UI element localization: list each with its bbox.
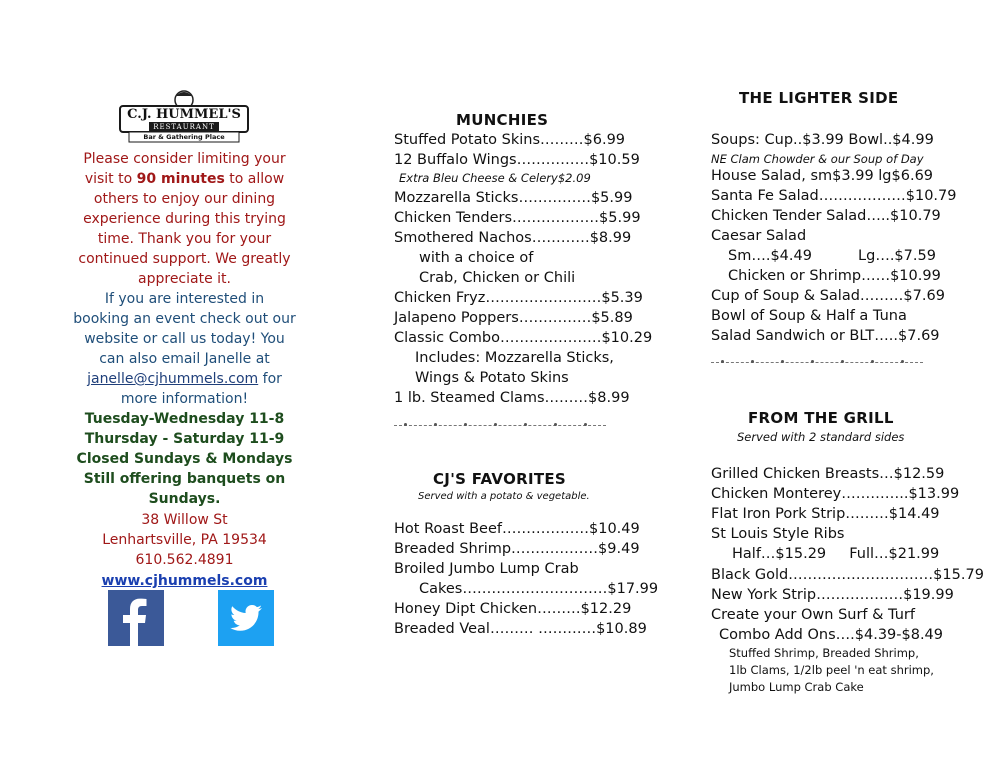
menu-item: Flat Iron Pork Strip………$14.49 — [711, 506, 940, 522]
menu-item: Black Gold…………………………$15.79 — [711, 567, 984, 583]
notice-line: continued support. We greatly — [78, 251, 291, 267]
notice-line: appreciate it. — [138, 271, 231, 287]
menu-item: Salad Sandwich or BLT…..$7.69 — [711, 328, 940, 344]
address-city: Lenhartsville, PA 19534 — [102, 532, 267, 548]
twitter-icon[interactable] — [218, 590, 274, 646]
menu-item: House Salad, sm$3.99 lg$6.69 — [711, 168, 934, 184]
logo-subtitle: Bar & Gathering Place — [143, 133, 225, 141]
menu-item: Smothered Nachos…………$8.99 — [394, 230, 632, 246]
menu-item: Breaded Shrimp………………$9.49 — [394, 541, 640, 557]
menu-item: Jalapeno Poppers……………$5.89 — [394, 310, 633, 326]
hours-line: Tuesday-Wednesday 11-8 — [84, 411, 285, 427]
menu-item: Bowl of Soup & Half a Tuna — [711, 308, 907, 324]
section-divider — [394, 425, 606, 426]
menu-item: Grilled Chicken Breasts…$12.59 — [711, 466, 945, 482]
hours-line: Still offering banquets on — [83, 471, 286, 487]
menu-item: Classic Combo…………………$10.29 — [394, 330, 653, 346]
menu-item-note: Stuffed Shrimp, Breaded Shrimp, — [729, 646, 919, 660]
hours-line: Thursday - Saturday 11-9 — [84, 431, 285, 447]
notice-line: visit to 90 minutes to allow — [84, 171, 285, 187]
notice-line: experience during this trying — [83, 211, 286, 227]
menu-item-note: Extra Bleu Cheese & Celery$2.09 — [399, 171, 591, 185]
menu-item: Santa Fe Salad………………$10.79 — [711, 188, 957, 204]
events-line: booking an event check out our — [73, 311, 296, 327]
menu-item: Create your Own Surf & Turf — [711, 607, 915, 623]
menu-item: Broiled Jumbo Lump Crab — [394, 561, 579, 577]
menu-item: Cakes…………………………$17.99 — [419, 581, 659, 597]
logo-band: RESTAURANT — [153, 123, 215, 131]
events-line: can also email Janelle at — [99, 351, 270, 367]
menu-item: 1 lb. Steamed Clams………$8.99 — [394, 390, 630, 406]
website-line — [72, 571, 297, 591]
menu-item: Chicken Fryz……………………$5.39 — [394, 290, 643, 306]
menu-item-note: Crab, Chicken or Chili — [419, 270, 576, 286]
menu-item-note: Jumbo Lump Crab Cake — [729, 680, 864, 694]
restaurant-logo — [119, 86, 249, 146]
address-street: 38 Willow St — [141, 512, 228, 528]
notice-line: others to enjoy our dining — [93, 191, 276, 207]
notice-line: Please consider limiting your — [83, 151, 286, 167]
email-line: janelle@cjhummels.com for — [87, 371, 282, 387]
menu-item: Stuffed Potato Skins………$6.99 — [394, 132, 626, 148]
menu-item: Chicken or Shrimp……$10.99 — [728, 268, 941, 284]
munchies-title: MUNCHIES — [456, 111, 549, 129]
favorites-title: CJ'S FAVORITES — [433, 470, 567, 488]
email-link[interactable]: janelle@cjhummels.com — [87, 371, 259, 387]
menu-item: Mozzarella Sticks……………$5.99 — [394, 190, 633, 206]
grill-title: FROM THE GRILL — [748, 409, 894, 427]
website-link[interactable]: www.cjhummels.com — [101, 573, 268, 589]
events-line: website or call us today! You — [84, 331, 285, 347]
hours-line: Closed Sundays & Mondays — [76, 451, 293, 467]
logo-name: C.J. HUMMEL'S — [127, 107, 241, 122]
menu-item: Caesar Salad — [711, 228, 807, 244]
menu-item: Chicken Monterey…………..$13.99 — [711, 486, 960, 502]
lighter-title: THE LIGHTER SIDE — [739, 89, 899, 107]
hours-line: Sundays. — [148, 491, 221, 507]
menu-item-note: NE Clam Chowder & our Soup of Day — [711, 152, 924, 166]
menu-item-note: with a choice of — [419, 250, 534, 266]
menu-item: St Louis Style Ribs — [711, 526, 845, 542]
menu-item: Hot Roast Beef………………$10.49 — [394, 521, 640, 537]
menu-item-note: Includes: Mozzarella Sticks, — [415, 350, 614, 366]
menu-item: Soups: Cup..$3.99 Bowl..$4.99 — [711, 132, 934, 148]
phone-number: 610.562.4891 — [135, 552, 234, 568]
menu-item: Half…$15.29 Full…$21.99 — [732, 546, 940, 562]
menu-item-note: 1lb Clams, 1/2lb peel 'n eat shrimp, — [729, 663, 934, 677]
menu-item: New York Strip………………$19.99 — [711, 587, 954, 603]
menu-item-note: Wings & Potato Skins — [415, 370, 569, 386]
section-divider — [711, 362, 923, 363]
menu-item: Breaded Veal……… …………$10.89 — [394, 621, 647, 637]
menu-item: Sm….$4.49 Lg….$7.59 — [728, 248, 936, 264]
events-line: If you are interested in — [104, 291, 265, 307]
favorites-subtitle: Served with a potato & vegetable. — [418, 491, 590, 502]
menu-item: Cup of Soup & Salad………$7.69 — [711, 288, 945, 304]
menu-item: Chicken Tenders………………$5.99 — [394, 210, 641, 226]
notice-line: time. Thank you for your — [97, 231, 272, 247]
events-line: more information! — [120, 391, 249, 407]
facebook-icon[interactable] — [108, 590, 164, 646]
menu-item: Honey Dipt Chicken………$12.29 — [394, 601, 632, 617]
menu-item: 12 Buffalo Wings……………$10.59 — [394, 152, 640, 168]
menu-item: Combo Add Ons….$4.39-$8.49 — [719, 627, 944, 643]
grill-subtitle: Served with 2 standard sides — [737, 430, 905, 444]
menu-item: Chicken Tender Salad…..$10.79 — [711, 208, 941, 224]
